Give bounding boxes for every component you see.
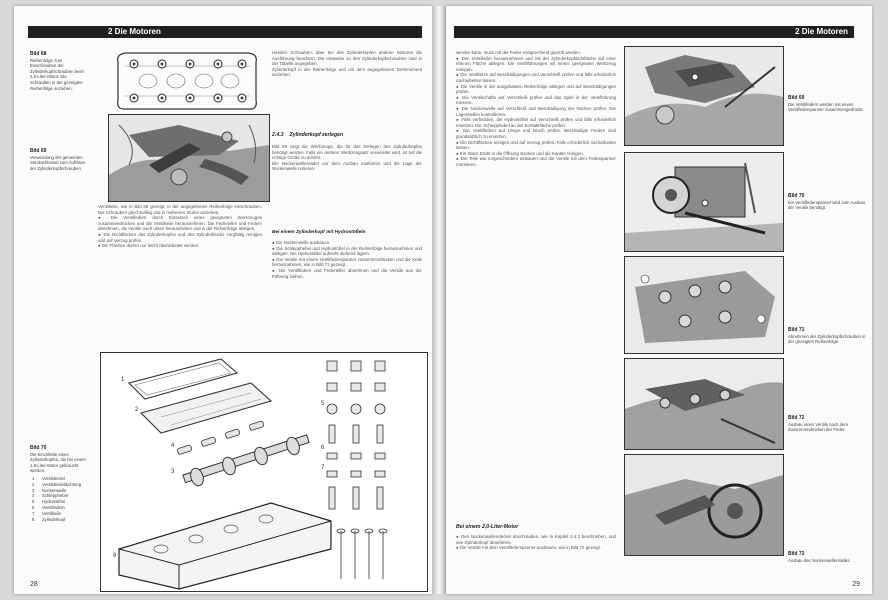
page-number: 28	[30, 581, 38, 588]
paragraph: werden kann, muss mit der Feder entsprechend geprüft werden.	[456, 50, 581, 55]
paragraph: ● Die Dichtflächen reinigen und auf Verzug prüfen. Falls erforderlich nacharbeiten lassen.	[456, 139, 616, 151]
figure-photo-3	[624, 256, 784, 354]
paragraph: ● Ein Stück Draht in die Öffnung stecken und die Kanäle reinigen.	[456, 150, 584, 156]
subsection-heading: Bei einem Zylinderkopf mit Hydrostößeln	[272, 230, 366, 235]
paragraph: ● Den Nockenwellendeckel abschrauben, wie in Kapitel 2.4.2 beschrieben, und den Zylinderkopf abnehmen.	[456, 534, 616, 545]
paragraph: ● Die Nockenwelle auf Verschleiß und Beschädigung der Nocken prüfen. Die Lagerstellen kontrollieren.	[456, 105, 616, 117]
figure-label: Bild 70	[30, 445, 47, 451]
legend-item: 3 Nockenwelle	[32, 487, 67, 493]
text-column-b	[456, 534, 616, 580]
text-column-right	[272, 50, 422, 124]
figure-text: Ein Ventilfederspanner wird zum Ausbau der Ventile benötigt.	[788, 199, 866, 211]
figure-caption	[788, 194, 866, 211]
svg-text:1: 1	[121, 377, 125, 383]
svg-text:2: 2	[135, 407, 139, 413]
section-heading	[272, 132, 422, 138]
figure-text: Ausbau eines Ventils nach dem Zusammendrücken der Feder.	[788, 421, 848, 433]
paragraph: Ventilkeile, wie in Bild 68 gezeigt, in der angegebenen Reihenfolge einschrauben. Die Schrauben gleichmäßig und in mehreren Stufen anziehen.	[98, 204, 262, 215]
engine-photo	[625, 153, 783, 251]
figure-caption	[30, 446, 90, 474]
paragraph: ● Die Dichtflächen des Zylinderkopfes und des Zylinderblocks sorgfältig reinigen und auf Verzug prüfen.	[98, 231, 262, 243]
chapter-header-bar	[28, 26, 422, 38]
text-column-right-b	[272, 144, 422, 224]
right-page	[446, 6, 872, 594]
paragraph: Die Nockenwellenräder vor dem Ausbau markieren und die Lage der Nockenwelle notieren.	[272, 160, 422, 172]
paragraph: ● Die Ventilfedern auf Länge und Bruch prüfen. Beschädigte Federn sind grundsätzlich zu ersetzen.	[456, 128, 616, 139]
paragraph: ● Falls vorhanden, die Hydrostößel auf Verschleiß prüfen und falls erforderlich ersetzen. Die Schlepphebel an der Kontaktfläche prüfen.	[456, 117, 616, 128]
page-number: 29	[852, 581, 860, 588]
figure-photo-tools	[108, 114, 270, 202]
figure-label: Bild 68	[30, 51, 47, 57]
figure-text: Abnehmen der Zylinderkopfschrauben in der gezeigten Reihenfolge.	[788, 333, 866, 345]
figure-text: Verwendung der genannten Steckschlüssel zum Auflösen der Zylinderkopfschrauben.	[30, 154, 86, 171]
paragraph: ● Die Flächen dürfen nur leicht überarbeitet werden.	[98, 243, 200, 249]
text-column-left	[98, 204, 262, 338]
legend-item: 4 Schlepphebel	[32, 493, 69, 499]
book-gutter	[432, 6, 446, 594]
engine-photo	[625, 47, 783, 145]
section-title: Zylinderkopf zerlegen	[289, 132, 344, 138]
figure-text: Reihenfolge zum Einschrauben der Zylinderkopfschrauben beim 2,0-Liter-Motor. Die Schrauben in der gezeigten Reihenfolge anziehen.	[30, 57, 84, 91]
cylinder-head-diagram	[112, 48, 262, 114]
legend-item: 2 Ventildeckeldichtung	[32, 481, 82, 487]
chapter-title: 2 Die Motoren	[108, 27, 161, 36]
paragraph: ● Die Ventile mit einem Ventilfederspanner zusammendrücken und die Keile herausnehmen, wie in Bild 71 gezeigt.	[272, 256, 422, 268]
paragraph: ● Die Ventilfedern und Federteller abnehmen und die Ventile aus der Führung ziehen.	[272, 267, 422, 279]
figure-photo-4	[624, 358, 784, 450]
engine-photo	[109, 115, 269, 201]
text-column-right-c	[272, 240, 422, 344]
chapter-header-bar	[454, 26, 854, 38]
left-page	[14, 6, 432, 594]
figure-label: Bild 73	[788, 551, 805, 557]
paragraph: ● Die Ventile mit dem Ventilfederspanner ausbauen, wie in Bild 72 gezeigt.	[456, 545, 601, 551]
figure-caption	[788, 328, 866, 345]
paragraph: Zylinderkopf in der Reihenfolge und mit dem angegebenen Drehmoment anziehen.	[272, 66, 422, 78]
engine-photo	[625, 359, 783, 449]
paragraph: Handen Schrauben, aber bei den Zylinderköpfen anderer Motoren die Ausführung beachten. Die Hinweise zu den Zylinderkopfschrauben sind in der Tabelle angegeben.	[272, 50, 422, 67]
figure-caption	[30, 149, 90, 171]
figure-label: Bild 72	[788, 415, 805, 421]
paragraph: ● Die Ventilschäfte auf Verschleiß prüfen und das Spiel in der Ventilführung messen.	[456, 94, 616, 106]
legend-item: 6 Ventilfedern	[32, 504, 65, 510]
section-heading: Bei einem 2,0-Liter-Motor	[456, 524, 519, 530]
legend-item: 5 Hydrostößel	[32, 499, 66, 505]
legend-item: 7 Ventilkeile	[32, 510, 62, 516]
figure-caption	[788, 96, 866, 113]
section-number: 2.4.3	[272, 132, 284, 138]
figure-caption	[30, 52, 88, 91]
text-column	[456, 50, 616, 528]
paragraph: Bild 69 zeigt die Werkzeuge, die für das Zerlegen des Zylinderkopfes benötigt werden. Falls ein anderer Werkzeugsatz verwendet wird, ist auf die richtige Größe zu achten.	[272, 144, 422, 161]
figure-photo-5	[624, 454, 784, 556]
paragraph: ● Die Ventilsitze auf Beschädigungen und Verschleiß prüfen und falls erforderlich nacharbeiten lassen.	[456, 72, 616, 83]
svg-text:5: 5	[321, 401, 325, 407]
svg-text:7: 7	[321, 465, 325, 471]
paragraph: ● Die Teile wie vorgeschrieben einbauen und die Ventile mit dem Federspanner montieren.	[456, 156, 616, 167]
svg-text:4: 4	[171, 443, 175, 449]
figure-exploded-view	[100, 352, 428, 592]
figure-label: Bild 69	[30, 148, 47, 154]
engine-photo	[625, 257, 783, 353]
figure-head-bolt-diagram	[112, 48, 262, 114]
paragraph: ● Die Schlepphebel und Hydrostößel in der Reihenfolge herausnehmen und ablegen. Die Hydrostößel aufrecht stehend lagern.	[272, 245, 422, 257]
chapter-title: 2 Die Motoren	[795, 27, 848, 36]
figure-label: Bild 70	[788, 193, 805, 199]
figure-photo-1	[624, 46, 784, 146]
svg-text:8: 8	[113, 553, 117, 559]
figure-label: Bild 69	[788, 95, 805, 101]
figure-caption	[788, 552, 866, 563]
figure-text: Die Einzelteile eines Zylinderkopfes, die bei einem 1,8-Liter-Motor gebraucht werden.	[30, 451, 86, 474]
figure-text: Die Ventilfedern werden mit einem Ventilfederspanner zusammengedrückt.	[788, 101, 864, 113]
figure-text: Ausbau des Nockenwellenrades.	[788, 557, 851, 563]
paragraph: ● Die Ventile in der ausgebauten Reihenfolge ablegen und auf Beschädigungen prüfen.	[456, 83, 616, 95]
paragraph: ● Die Nockenwelle ausbauen.	[272, 240, 331, 245]
engine-photo	[625, 455, 783, 555]
svg-text:6: 6	[321, 445, 325, 451]
parts-legend	[32, 476, 92, 522]
exploded-cylinder-head	[101, 353, 427, 591]
paragraph: ● Den Ventilteller herausnehmen und mit der Zylinderkopfdichtfläche auf einer ebenen Fläche ablegen. Die Ventilführungen mit einem geeigneten Werkzeug reinigen.	[456, 55, 616, 72]
legend-item: 8 Zylinderkopf	[32, 516, 66, 522]
svg-text:3: 3	[171, 469, 175, 475]
figure-caption	[788, 416, 866, 433]
legend-item: 1 Ventildeckel	[32, 476, 65, 481]
figure-photo-2	[624, 152, 784, 252]
figure-label: Bild 71	[788, 327, 805, 333]
paragraph: ● Die Ventilfedern durch Einsetzen eines geeigneten Werkzeuges zusammendrücken und die Ventilkeile herausnehmen. Die Federteller und Federn abnehmen, die Ventile nach unten herausziehen und in der Reihenfolge ablegen.	[98, 215, 262, 232]
